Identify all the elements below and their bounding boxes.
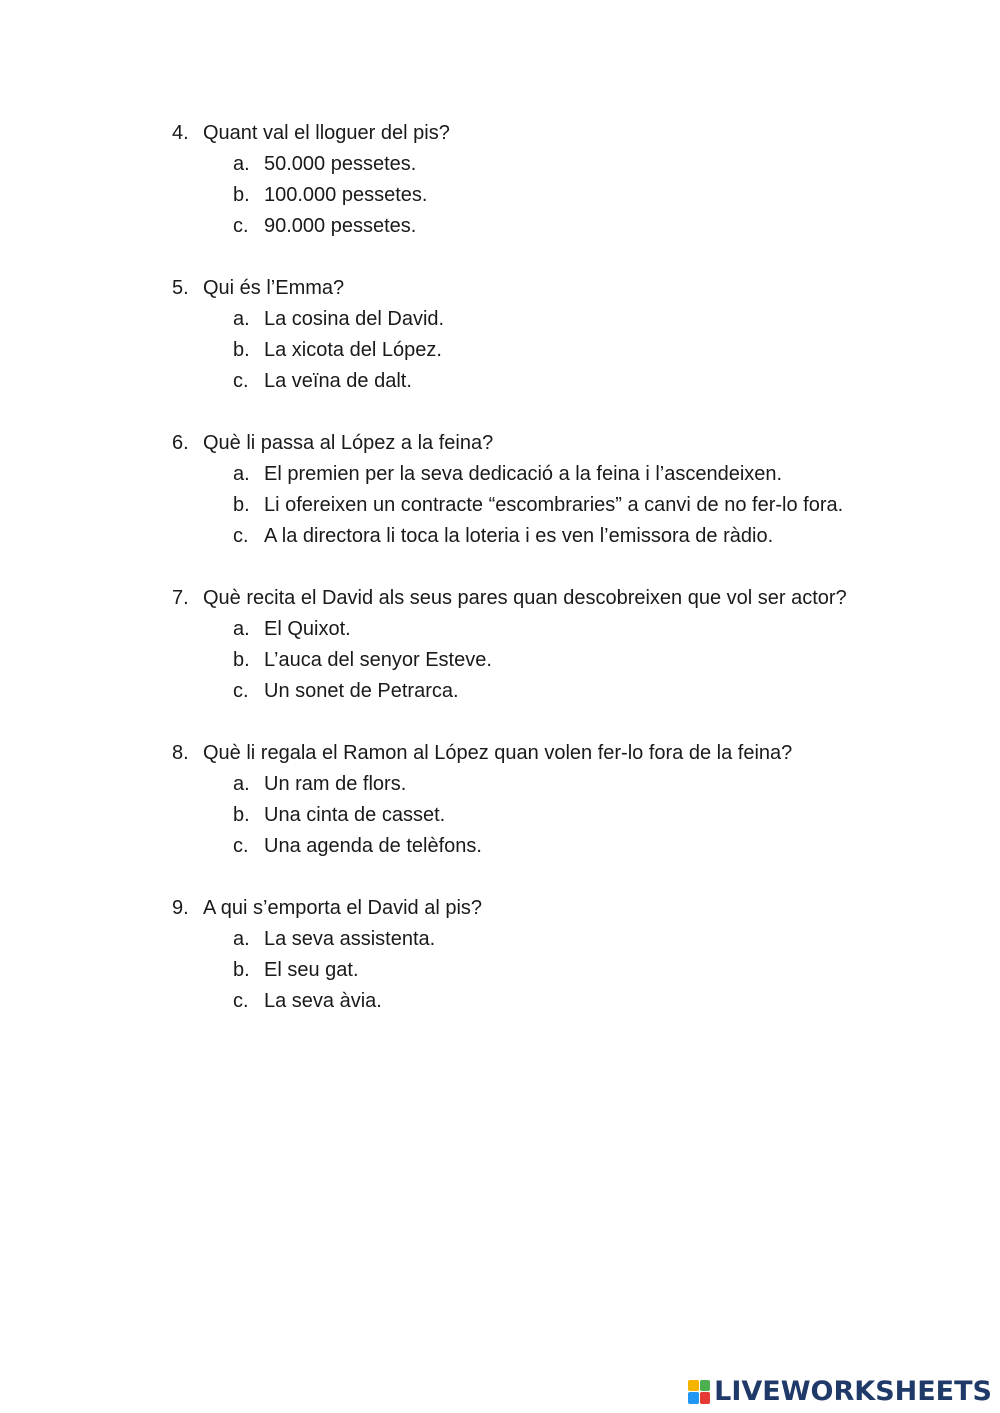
question-text: Qui és l’Emma? [203, 277, 345, 299]
question-number: 4. [172, 122, 189, 144]
option-letter: a. [233, 153, 250, 175]
brand-text: LIVEWORKSHEETS [714, 1376, 992, 1407]
answer-option[interactable] [0, 149, 1000, 180]
logo-square [700, 1380, 711, 1392]
option-text: El seu gat. [264, 959, 359, 981]
answer-option[interactable] [0, 180, 1000, 211]
question-text: Què li passa al López a la feina? [203, 432, 494, 454]
liveworksheets-logo-icon [688, 1380, 710, 1404]
answer-option[interactable] [0, 335, 1000, 366]
option-text: Un ram de flors. [264, 773, 407, 795]
question-row [0, 583, 1000, 614]
question-text: A qui s’emporta el David al pis? [203, 897, 483, 919]
option-letter: b. [233, 494, 250, 516]
option-text: 90.000 pessetes. [264, 215, 417, 237]
option-letter: b. [233, 184, 250, 206]
question-block [0, 583, 1000, 707]
option-text: El premien per la seva dedicació a la feina i l’ascendeixen. [264, 463, 783, 485]
option-text: Un sonet de Petrarca. [264, 680, 459, 702]
answer-option[interactable] [0, 490, 1000, 521]
option-text: La xicota del López. [264, 339, 442, 361]
option-text: L’auca del senyor Esteve. [264, 649, 492, 671]
answer-option[interactable] [0, 614, 1000, 645]
option-letter: c. [233, 990, 249, 1012]
answer-option[interactable] [0, 366, 1000, 397]
option-letter: b. [233, 804, 250, 826]
answer-option[interactable] [0, 800, 1000, 831]
question-number: 6. [172, 432, 189, 454]
question-row [0, 738, 1000, 769]
answer-option[interactable] [0, 831, 1000, 862]
option-text: La veïna de dalt. [264, 370, 412, 392]
question-row [0, 118, 1000, 149]
question-number: 7. [172, 587, 189, 609]
option-text: A la directora li toca la loteria i es ven l’emissora de ràdio. [264, 525, 774, 547]
option-letter: c. [233, 680, 249, 702]
question-row [0, 428, 1000, 459]
liveworksheets-branding [688, 1376, 992, 1407]
option-text: El Quixot. [264, 618, 351, 640]
option-text: Una cinta de casset. [264, 804, 446, 826]
option-letter: c. [233, 370, 249, 392]
question-block [0, 273, 1000, 397]
logo-square [688, 1380, 699, 1392]
option-text: La cosina del David. [264, 308, 445, 330]
worksheet [0, 118, 1000, 1048]
option-letter: b. [233, 959, 250, 981]
answer-option[interactable] [0, 924, 1000, 955]
answer-option[interactable] [0, 459, 1000, 490]
option-letter: a. [233, 308, 250, 330]
option-letter: a. [233, 773, 250, 795]
option-letter: c. [233, 525, 249, 547]
question-block [0, 738, 1000, 862]
answer-option[interactable] [0, 211, 1000, 242]
question-text: Quant val el lloguer del pis? [203, 122, 450, 144]
option-text: 50.000 pessetes. [264, 153, 417, 175]
option-letter: c. [233, 215, 249, 237]
question-number: 5. [172, 277, 189, 299]
logo-square [688, 1392, 699, 1404]
option-text: La seva assistenta. [264, 928, 436, 950]
option-text: 100.000 pessetes. [264, 184, 428, 206]
question-block [0, 118, 1000, 242]
option-letter: a. [233, 618, 250, 640]
option-letter: b. [233, 339, 250, 361]
question-number: 9. [172, 897, 189, 919]
option-text: Una agenda de telèfons. [264, 835, 482, 857]
answer-option[interactable] [0, 304, 1000, 335]
option-letter: a. [233, 928, 250, 950]
answer-option[interactable] [0, 986, 1000, 1017]
answer-option[interactable] [0, 645, 1000, 676]
question-block [0, 428, 1000, 552]
option-text: La seva àvia. [264, 990, 382, 1012]
option-text: Li ofereixen un contracte “escombraries” a canvi de no fer-lo fora. [264, 494, 844, 516]
question-block [0, 893, 1000, 1017]
option-letter: b. [233, 649, 250, 671]
option-letter: a. [233, 463, 250, 485]
question-number: 8. [172, 742, 189, 764]
question-text: Què recita el David als seus pares quan descobreixen que vol ser actor? [203, 587, 847, 609]
answer-option[interactable] [0, 521, 1000, 552]
option-letter: c. [233, 835, 249, 857]
question-row [0, 273, 1000, 304]
answer-option[interactable] [0, 955, 1000, 986]
answer-option[interactable] [0, 676, 1000, 707]
question-row [0, 893, 1000, 924]
logo-square [700, 1392, 711, 1404]
answer-option[interactable] [0, 769, 1000, 800]
question-text: Què li regala el Ramon al López quan volen fer-lo fora de la feina? [203, 742, 793, 764]
